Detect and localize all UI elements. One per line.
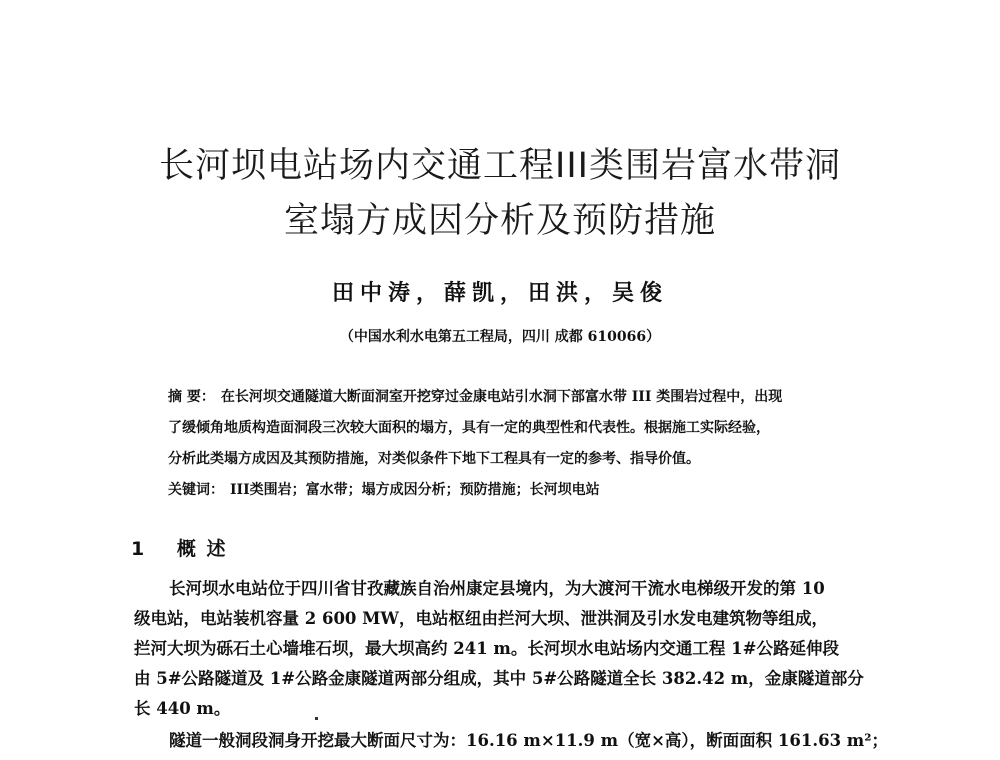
paragraph-1-line-2: 级电站，电站装机容量 2 600 MW，电站枢纽由拦河大坝、泄洪洞及引水发电建筑物等组成， <box>134 609 828 628</box>
keywords-text: III类围岩；富水带；塌方成因分析；预防措施；长河坝电站 <box>230 482 600 498</box>
section-number: 1 <box>131 538 147 560</box>
abstract-label: 摘 要： <box>168 389 215 405</box>
paragraph-1-line-4: 由 5#公路隧道及 1#公路金康隧道两部分组成，其中 5#公路隧道全长 382.42 m，金康隧道部分 <box>134 669 864 688</box>
paragraph-1-line-5: 长 440 m。 <box>134 699 231 718</box>
abstract-line-1 <box>168 386 782 406</box>
paragraph-1-line-1: 长河坝水电站位于四川省甘孜藏族自治州康定县境内，为大渡河干流水电梯级开发的第 10 <box>169 579 825 598</box>
paper-title-line-2: 室塌方成因分析及预防措施 <box>283 201 716 241</box>
keywords-line <box>168 479 600 499</box>
affiliation: （中国水利水电第五工程局，四川 成都 610066） <box>339 329 661 345</box>
section-heading <box>131 534 227 561</box>
authors: 田中涛，薛凯，田洪，吴俊 <box>331 280 668 306</box>
paragraph-2-line-1: 隧道一般洞段洞身开挖最大断面尺寸为：16.16 m×11.9 m（宽×高），断面面积 161.63 m²； <box>169 731 888 750</box>
abstract-line-3: 分析此类塌方成因及其预防措施，对类似条件下地下工程具有一定的参考、指导价值。 <box>168 451 700 467</box>
abstract-line-2: 了缓倾角地质构造面洞段三次较大面积的塌方，具有一定的典型性和代表性。根据施工实际经验， <box>168 420 770 436</box>
paragraph-1-line-3: 拦河大坝为砾石土心墙堆石坝，最大坝高约 241 m。长河坝水电站场内交通工程 1#公路延伸段 <box>134 639 839 658</box>
section-title: 概 述 <box>176 538 228 560</box>
scan-dot <box>315 717 318 720</box>
paper-title-line-1: 长河坝电站场内交通工程III类围岩富水带洞 <box>159 146 841 186</box>
keywords-label: 关键词： <box>168 482 224 498</box>
abstract-text: 在长河坝交通隧道大断面洞室开挖穿过金康电站引水洞下部富水带 III 类围岩过程中，出现 <box>220 389 783 405</box>
